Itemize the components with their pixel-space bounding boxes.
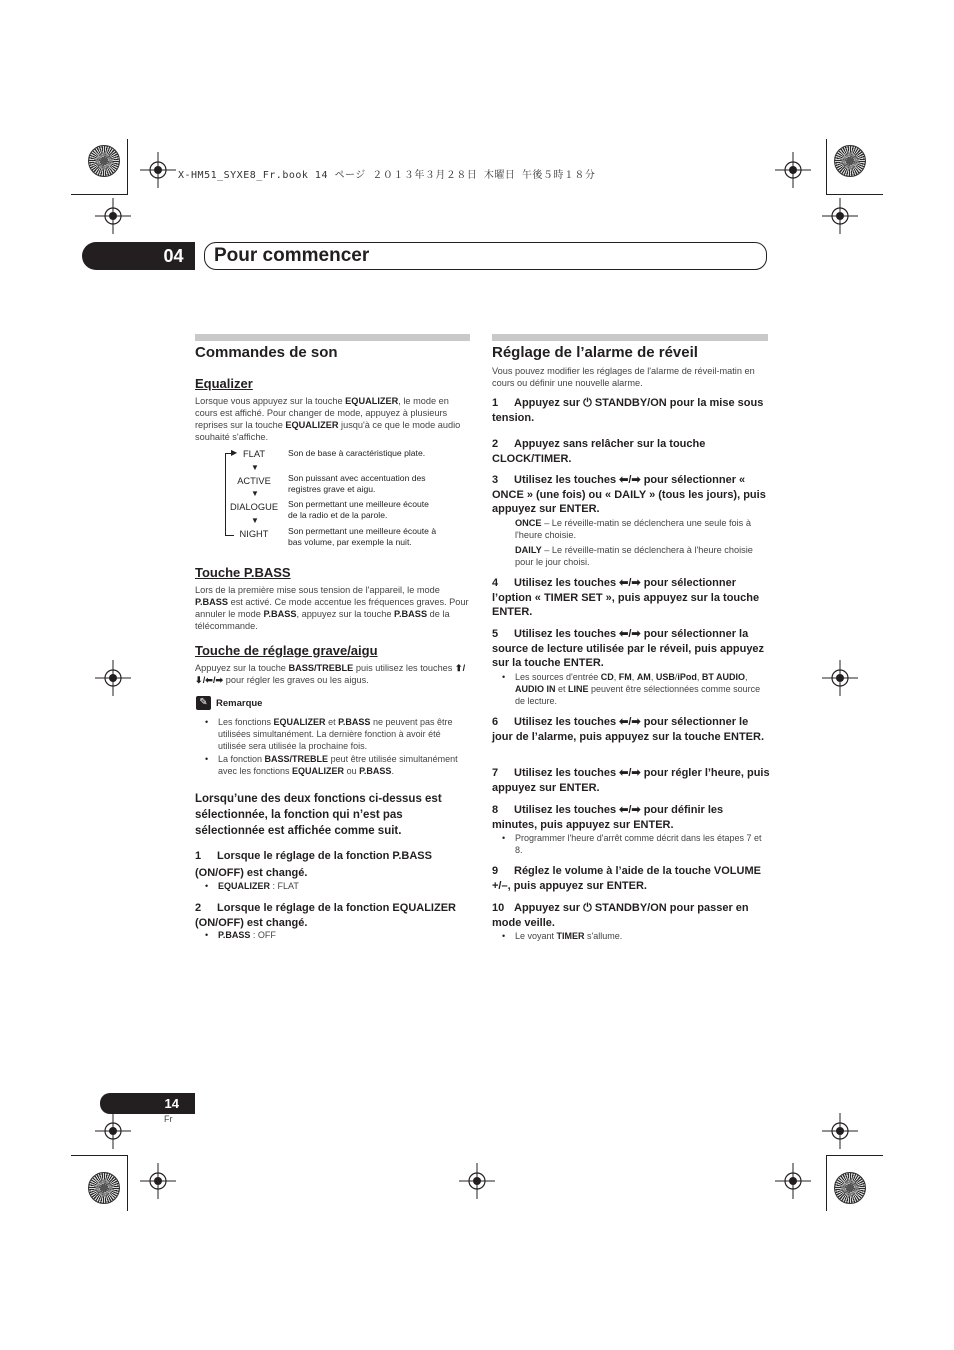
- note-icon: ✎: [196, 696, 211, 710]
- registration-mark-icon: [822, 660, 858, 696]
- eq-mode-desc: Son permettant une meilleure écoute à bas volume, par exemple la nuit.: [288, 526, 437, 547]
- mode-loop-line: [225, 453, 226, 536]
- section-bar: [492, 334, 768, 341]
- eq-mode-desc: Son de base à caractéristique plate.: [288, 448, 426, 458]
- registration-mark-icon: [459, 1163, 495, 1199]
- alarm-step-3: 3 Utilisez les touches ⬅/➡ pour sélectionner « ONCE » (une fois) ou « DAILY » (tous les jours), puis appuyez sur ENTER.: [492, 474, 766, 515]
- alarm-step-6: 6 Utilisez les touches ⬅/➡ pour sélectionner le jour de l’alarme, puis appuyez sur la touche ENTER.: [492, 716, 765, 743]
- section-title-alarm: Réglage de l’alarme de réveil: [492, 344, 698, 361]
- alarm-step-8-bullet: • Programmer l'heure d'arrêt comme décrit dans les étapes 7 et 8.: [515, 832, 767, 856]
- arrow-right-icon: ▶: [231, 448, 238, 457]
- arrow-down-icon: ▼: [251, 489, 259, 498]
- registration-mark-icon: [822, 1113, 858, 1149]
- crop-mark: [826, 1155, 827, 1211]
- once-desc: ONCE – Le réveille-matin se déclenchera une seule fois à l'heure choisie.: [515, 518, 751, 540]
- eq-mode-desc: Son puissant avec accentuation des registres grave et aigu.: [288, 473, 426, 494]
- crop-mark: [826, 139, 827, 195]
- left-step-1-bullet: • EQUALIZER : FLAT: [218, 880, 470, 892]
- registration-star-icon: [834, 145, 866, 177]
- crop-mark: [71, 1155, 128, 1156]
- crop-mark: [127, 139, 128, 195]
- registration-mark-icon: [95, 198, 131, 234]
- registration-mark-icon: [822, 198, 858, 234]
- eq-mode-dialogue: DIALOGUE: [229, 502, 279, 512]
- chapter-number: 04: [82, 242, 195, 270]
- registration-mark-icon: [775, 152, 811, 188]
- registration-mark-icon: [95, 660, 131, 696]
- registration-mark-icon: [140, 152, 176, 188]
- heading-equalizer: Equalizer: [195, 376, 253, 391]
- left-step-1: 1 Lorsque le réglage de la fonction P.BASS (ON/OFF) est changé.: [195, 850, 432, 879]
- alarm-step-2: 2 Appuyez sans relâcher sur la touche CLOCK/TIMER.: [492, 438, 706, 465]
- alarm-step-5: 5 Utilisez les touches ⬅/➡ pour sélectionner la source de lecture utilisée par le réveil, puis appuyez sur la touche ENTER.: [492, 628, 765, 669]
- pbass-text: Lors de la première mise sous tension de l'appareil, le mode P.BASS est activé. Ce mode accentue les fréquences graves. Pour annuler le mode P.BASS, appuyez sur la touche P.BASS de la télécommande.: [195, 585, 469, 631]
- crop-mark: [826, 194, 883, 195]
- alarm-step-8: 8 Utilisez les touches ⬅/➡ pour définir les minutes, puis appuyez sur ENTER.: [492, 804, 724, 831]
- alarm-intro: Vous pouvez modifier les réglages de l'alarme de réveil-matin en cours ou définir une nouvelle alarme.: [492, 366, 755, 388]
- print-info: X-HM51_SYXE8_Fr.book 14 ページ ２０１３年３月２８日 木曜日 午後５時１８分: [178, 170, 596, 181]
- left-step-2-bullet: • P.BASS : OFF: [218, 929, 470, 941]
- language-code: Fr: [164, 1114, 173, 1124]
- chapter-title: Pour commencer: [214, 245, 370, 266]
- note-bullet: • Les fonctions EQUALIZER et P.BASS ne peuvent pas être utilisées simultanément. La dernière fonction à avoir été utilisée sera utilisée la prochaine fois.: [218, 716, 470, 752]
- registration-star-icon: [88, 145, 120, 177]
- arrow-down-icon: ▼: [251, 516, 259, 525]
- alarm-step-5-bullet: • Les sources d'entrée CD, FM, AM, USB/iPod, BT AUDIO, AUDIO IN et LINE peuvent être sélectionnées comme source de lecture.: [515, 671, 767, 707]
- alarm-step-9: 9 Réglez le volume à l’aide de la touche VOLUME +/–, puis appuyez sur ENTER.: [492, 865, 761, 892]
- registration-star-icon: [88, 1172, 120, 1204]
- alarm-step-10: 10 Appuyez sur ⏻ STANDBY/ON pour passer en mode veille.: [492, 902, 749, 929]
- section-title-sound: Commandes de son: [195, 344, 338, 361]
- eq-mode-night: NIGHT: [239, 529, 269, 539]
- equalizer-text: Lorsque vous appuyez sur la touche EQUALIZER, le mode en cours est affiché. Pour changer de mode, appuyez à plusieurs reprises sur la touche EQUALIZER jusqu'à ce que le mode audio souhaité s'affiche.: [195, 396, 461, 442]
- alarm-step-4: 4 Utilisez les touches ⬅/➡ pour sélectionner l’option « TIMER SET », puis appuyez sur la touche ENTER.: [492, 577, 760, 618]
- arrow-down-icon: ▼: [251, 463, 259, 472]
- registration-mark-icon: [775, 1163, 811, 1199]
- crop-mark: [71, 194, 128, 195]
- crop-mark: [127, 1155, 128, 1211]
- registration-mark-icon: [95, 1113, 131, 1149]
- note-bullet: • La fonction BASS/TREBLE peut être utilisée simultanément avec les fonctions EQUALIZER ou P.BASS.: [218, 753, 470, 777]
- alarm-step-7: 7 Utilisez les touches ⬅/➡ pour régler l’heure, puis appuyez sur ENTER.: [492, 767, 770, 794]
- eq-mode-desc: Son permettant une meilleure écoute de la radio et de la parole.: [288, 499, 429, 520]
- bold-statement: Lorsqu’une des deux fonctions ci-dessus est sélectionnée, la fonction qui n’est pas sélectionnée est affichée comme suit.: [195, 793, 442, 837]
- section-bar: [195, 334, 470, 341]
- left-step-2: 2 Lorsque le réglage de la fonction EQUALIZER (ON/OFF) est changé.: [195, 902, 456, 929]
- heading-bass-treble: Touche de réglage grave/aigu: [195, 643, 378, 658]
- registration-mark-icon: [140, 1163, 176, 1199]
- crop-mark: [826, 1155, 883, 1156]
- alarm-step-10-bullet: • Le voyant TIMER s'allume.: [515, 930, 767, 942]
- eq-mode-active: ACTIVE: [237, 476, 271, 486]
- heading-pbass: Touche P.BASS: [195, 565, 291, 580]
- eq-mode-flat: FLAT: [242, 449, 266, 459]
- note-label: Remarque: [216, 698, 263, 709]
- alarm-step-1: 1 Appuyez sur ⏻ STANDBY/ON pour la mise sous tension.: [492, 397, 764, 424]
- bass-treble-text: Appuyez sur la touche BASS/TREBLE puis utilisez les touches ⬆/⬇/⬅/➡ pour régler les graves ou les aigus.: [195, 663, 466, 685]
- daily-desc: DAILY – Le réveille-matin se déclenchera à l'heure choisie pour le jour choisi.: [515, 545, 753, 567]
- registration-star-icon: [834, 1172, 866, 1204]
- page-number: 14: [100, 1093, 195, 1114]
